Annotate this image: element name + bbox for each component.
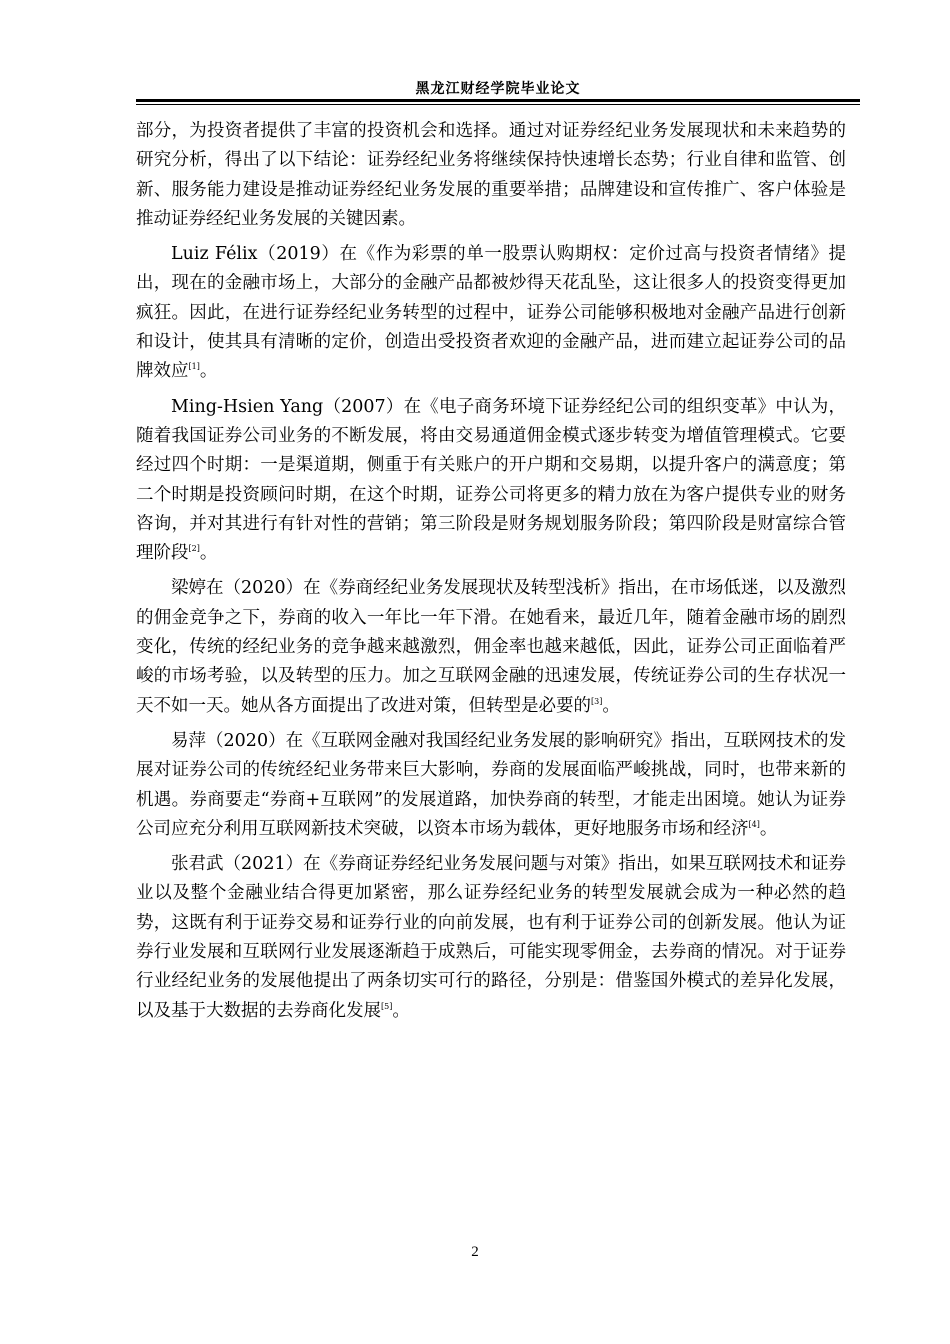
citation-marker: [4] bbox=[748, 820, 760, 829]
paragraph-text: 张君武（2021）在《券商证券经纪业务发展问题与对策》指出，如果互联网技术和证券业以及整个金融业结合得更加紧密，那么证券经纪业务的转型发展就会成为一种必然的趋势，这既有利于证券交易和证券行业的向前发展，也有利于证券公司的创新发展。他认为证券行业发展和互联网行业发展逐渐趋于成熟后，可能实现零佣金，去券商的情况。对于证券行业经纪业务的发展他提出了两条切实可行的路径，分别是：借鉴国外模式的差异化发展，以及基于大数据的去券商化发展 bbox=[136, 854, 846, 1021]
citation-marker: [2] bbox=[188, 544, 200, 554]
paragraph-5 bbox=[136, 727, 846, 844]
paragraph-text: Luiz Félix（2019）在《作为彩票的单一股票认购期权：定价过高与投资者情绪》提出，现在的金融市场上，大部分的金融产品都被炒得天花乱坠，这让很多人的投资变得更加疯狂。因此，在进行证券经纪业务转型的过程中，证券公司能够积极地对金融产品进行创新和设计，使其具有清晰的定价，创造出受投资者欢迎的金融产品，进而建立起证券公司的品牌效应 bbox=[136, 244, 846, 382]
paragraph-1 bbox=[136, 117, 846, 234]
paragraph-2 bbox=[136, 240, 846, 386]
header-rule-thin bbox=[136, 104, 860, 105]
citation-marker: [5] bbox=[381, 1001, 393, 1011]
paragraph-4 bbox=[136, 574, 846, 720]
paragraph-6 bbox=[136, 850, 846, 1026]
paragraph-end: 。 bbox=[392, 1000, 410, 1021]
paragraph-text: Ming-Hsien Yang（2007）在《电子商务环境下证券经纪公司的组织变革》中认为，随着我国证券公司业务的不断发展，将由交易通道佣金模式逐步转变为增值管理模式。它要经过四个时期：一是渠道期，侧重于有关账户的开户期和交易期，以提升客户的满意度；第二个时期是投资顾问时期，在这个时期，证券公司将更多的精力放在为客户提供专业的财务咨询，并对其进行有针对性的营销；第三阶段是财务规划服务阶段；第四阶段是财富综合管理阶段 bbox=[136, 396, 846, 564]
paragraph-end: 。 bbox=[759, 818, 778, 839]
paragraph-text: 梁婷在（2020）在《券商经纪业务发展现状及转型浅析》指出，在市场低迷，以及激烈的佣金竞争之下，券商的收入一年比一年下滑。在她看来，最近几年，随着金融市场的剧烈变化，传统的经纪业务的竞争越来越激烈，佣金率也越来越低，因此，证券公司正面临着严峻的市场考验，以及转型的压力。加之互联网金融的迅速发展，传统证券公司的生存状况一天不如一天。她从各方面提出了改进对策，但转型是必要的 bbox=[136, 578, 846, 716]
paragraph-3 bbox=[136, 393, 846, 569]
paragraph-text: 易萍（2020）在《互联网金融对我国经纪业务发展的影响研究》指出，互联网技术的发展对证券公司的传统经纪业务带来巨大影响，券商的发展面临严峻挑战，同时，也带来新的机遇。券商要走“券商+互联网”的发展道路，加快券商的转型，才能走出困境。她认为证券公司应充分利用互联网新技术突破，以资本市场为载体，更好地服务市场和经济 bbox=[136, 730, 846, 839]
paragraph-end: 。 bbox=[199, 543, 218, 564]
paragraph-end: 。 bbox=[199, 361, 218, 382]
page-number: 2 bbox=[471, 1244, 479, 1260]
running-header-title: 黑龙江财经学院毕业论文 bbox=[415, 81, 581, 97]
citation-marker: [3] bbox=[591, 696, 603, 706]
citation-marker: [1] bbox=[188, 362, 200, 372]
header-rule-thick bbox=[136, 99, 860, 102]
paragraph-text: 部分，为投资者提供了丰富的投资机会和选择。通过对证券经纪业务发展现状和未来趋势的研究分析，得出了以下结论：证券经纪业务将继续保持快速增长态势；行业自律和监管、创新、服务能力建设是推动证券经纪业务发展的重要举措；品牌建设和宣传推广、客户体验是推动证券经纪业务发展的关键因素。 bbox=[136, 121, 846, 229]
paragraph-end: 。 bbox=[602, 695, 620, 716]
body-text bbox=[136, 117, 846, 1032]
